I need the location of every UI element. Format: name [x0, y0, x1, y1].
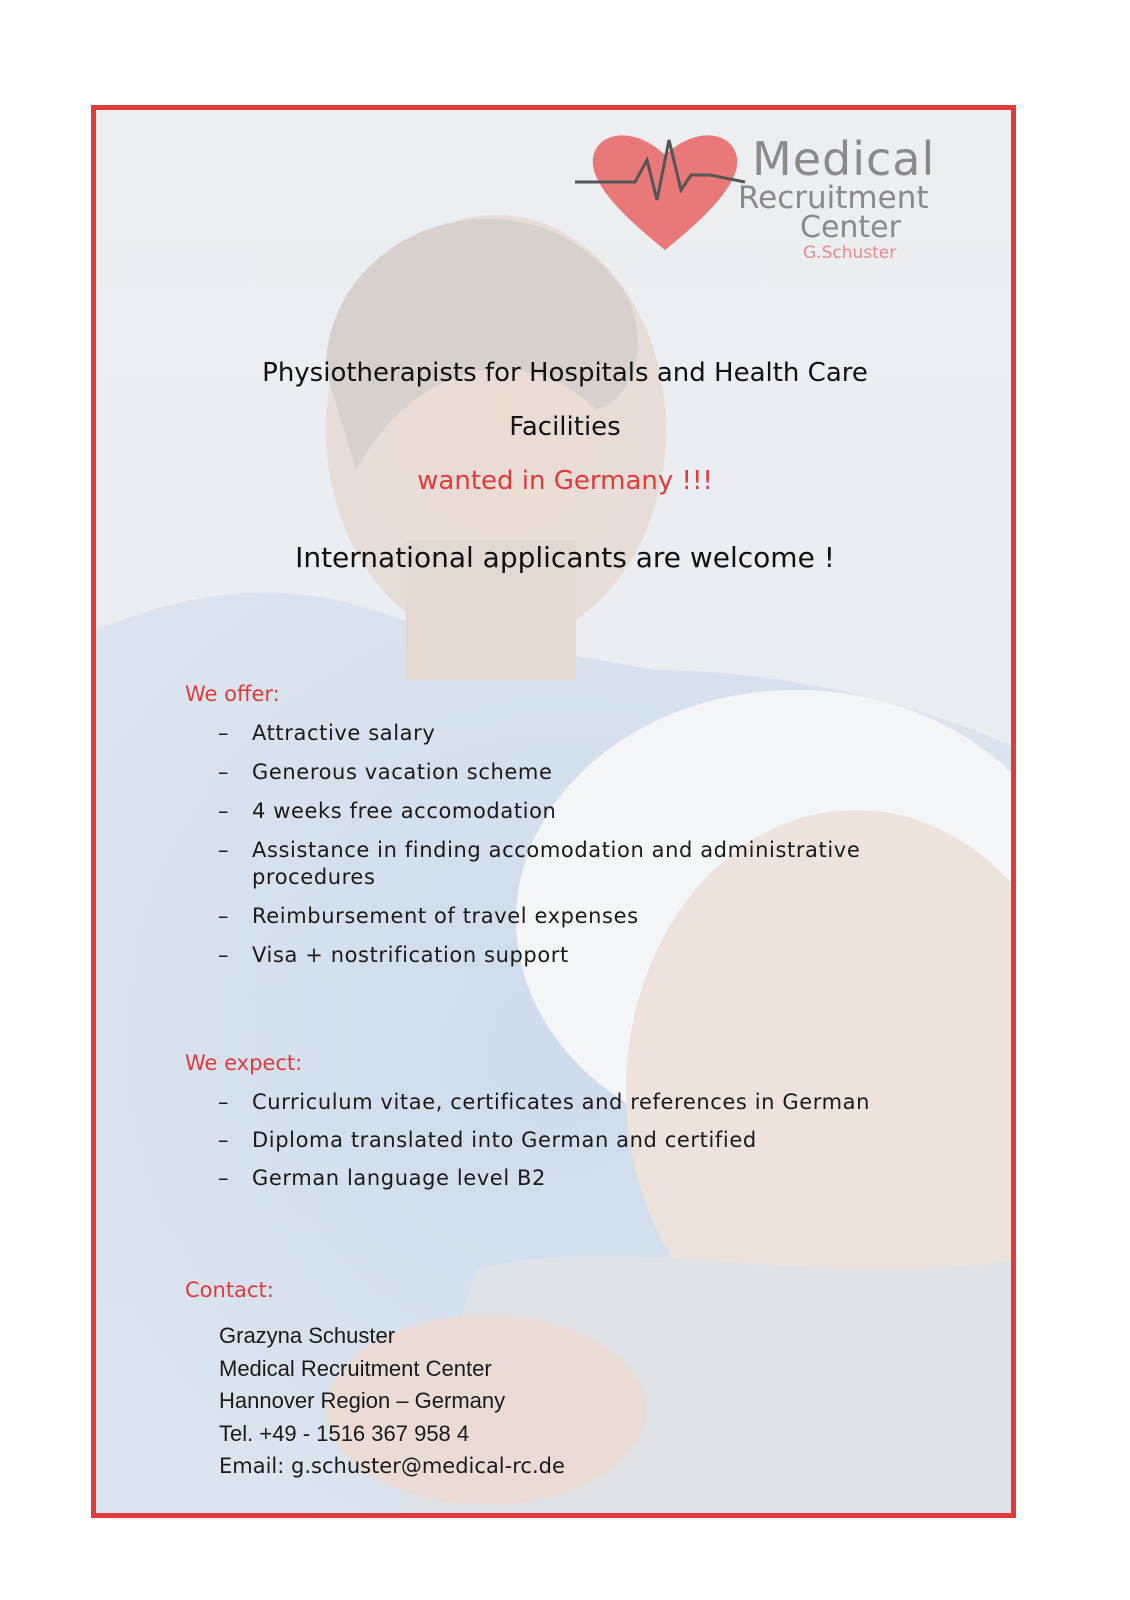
contact-company: Medical Recruitment Center: [219, 1355, 492, 1381]
headline-wanted: wanted in Germany !!!: [417, 466, 713, 496]
dash-bullet: –: [218, 1166, 230, 1190]
dash-bullet: –: [218, 838, 230, 862]
dash-bullet: –: [218, 943, 230, 967]
headline-welcome: International applicants are welcome !: [295, 541, 835, 574]
contact-title: Contact:: [185, 1278, 274, 1302]
dash-bullet: –: [218, 760, 230, 784]
list-item: – Visa + nostrification support: [218, 943, 569, 967]
contact-block: [219, 1320, 565, 1483]
dash-bullet: –: [218, 1128, 230, 1152]
headline-line-1: Physiotherapists for Hospitals and Health Care: [262, 358, 868, 388]
contact-name: Grazyna Schuster: [219, 1323, 396, 1348]
list-item: – Reimbursement of travel expenses: [218, 904, 639, 928]
dash-bullet: –: [218, 799, 230, 823]
offer-title: We offer:: [185, 682, 280, 706]
contact-email: Email: g.schuster@medical-rc.de: [219, 1454, 565, 1478]
dash-bullet: –: [218, 904, 230, 928]
logo-text-recruitment: Recruitment: [738, 180, 929, 216]
dash-bullet: –: [218, 1090, 230, 1114]
contact-phone: Tel. +49 - 1516 367 958 4: [219, 1420, 470, 1446]
list-item: – Attractive salary: [218, 721, 436, 745]
contact-region: Hannover Region – Germany: [219, 1388, 506, 1413]
list-item: – 4 weeks free accomodation: [218, 799, 557, 823]
dash-bullet: –: [218, 721, 230, 745]
list-item: – Assistance in finding accomodation and administrative procedures: [218, 838, 861, 889]
logo-text-medical: Medical: [752, 132, 936, 186]
list-item: – Diploma translated into German and certified: [218, 1128, 757, 1152]
headline-line-2: Facilities: [509, 412, 621, 442]
list-item: – Curriculum vitae, certificates and references in German: [218, 1090, 871, 1114]
logo-text-center: Center: [800, 210, 901, 245]
expect-list: [218, 1089, 912, 1203]
list-item: – Generous vacation scheme: [218, 760, 553, 784]
logo-text-owner: G.Schuster: [803, 243, 897, 263]
offer-list: [218, 720, 912, 981]
list-item: – German language level B2: [218, 1166, 546, 1190]
expect-title: We expect:: [185, 1051, 303, 1075]
